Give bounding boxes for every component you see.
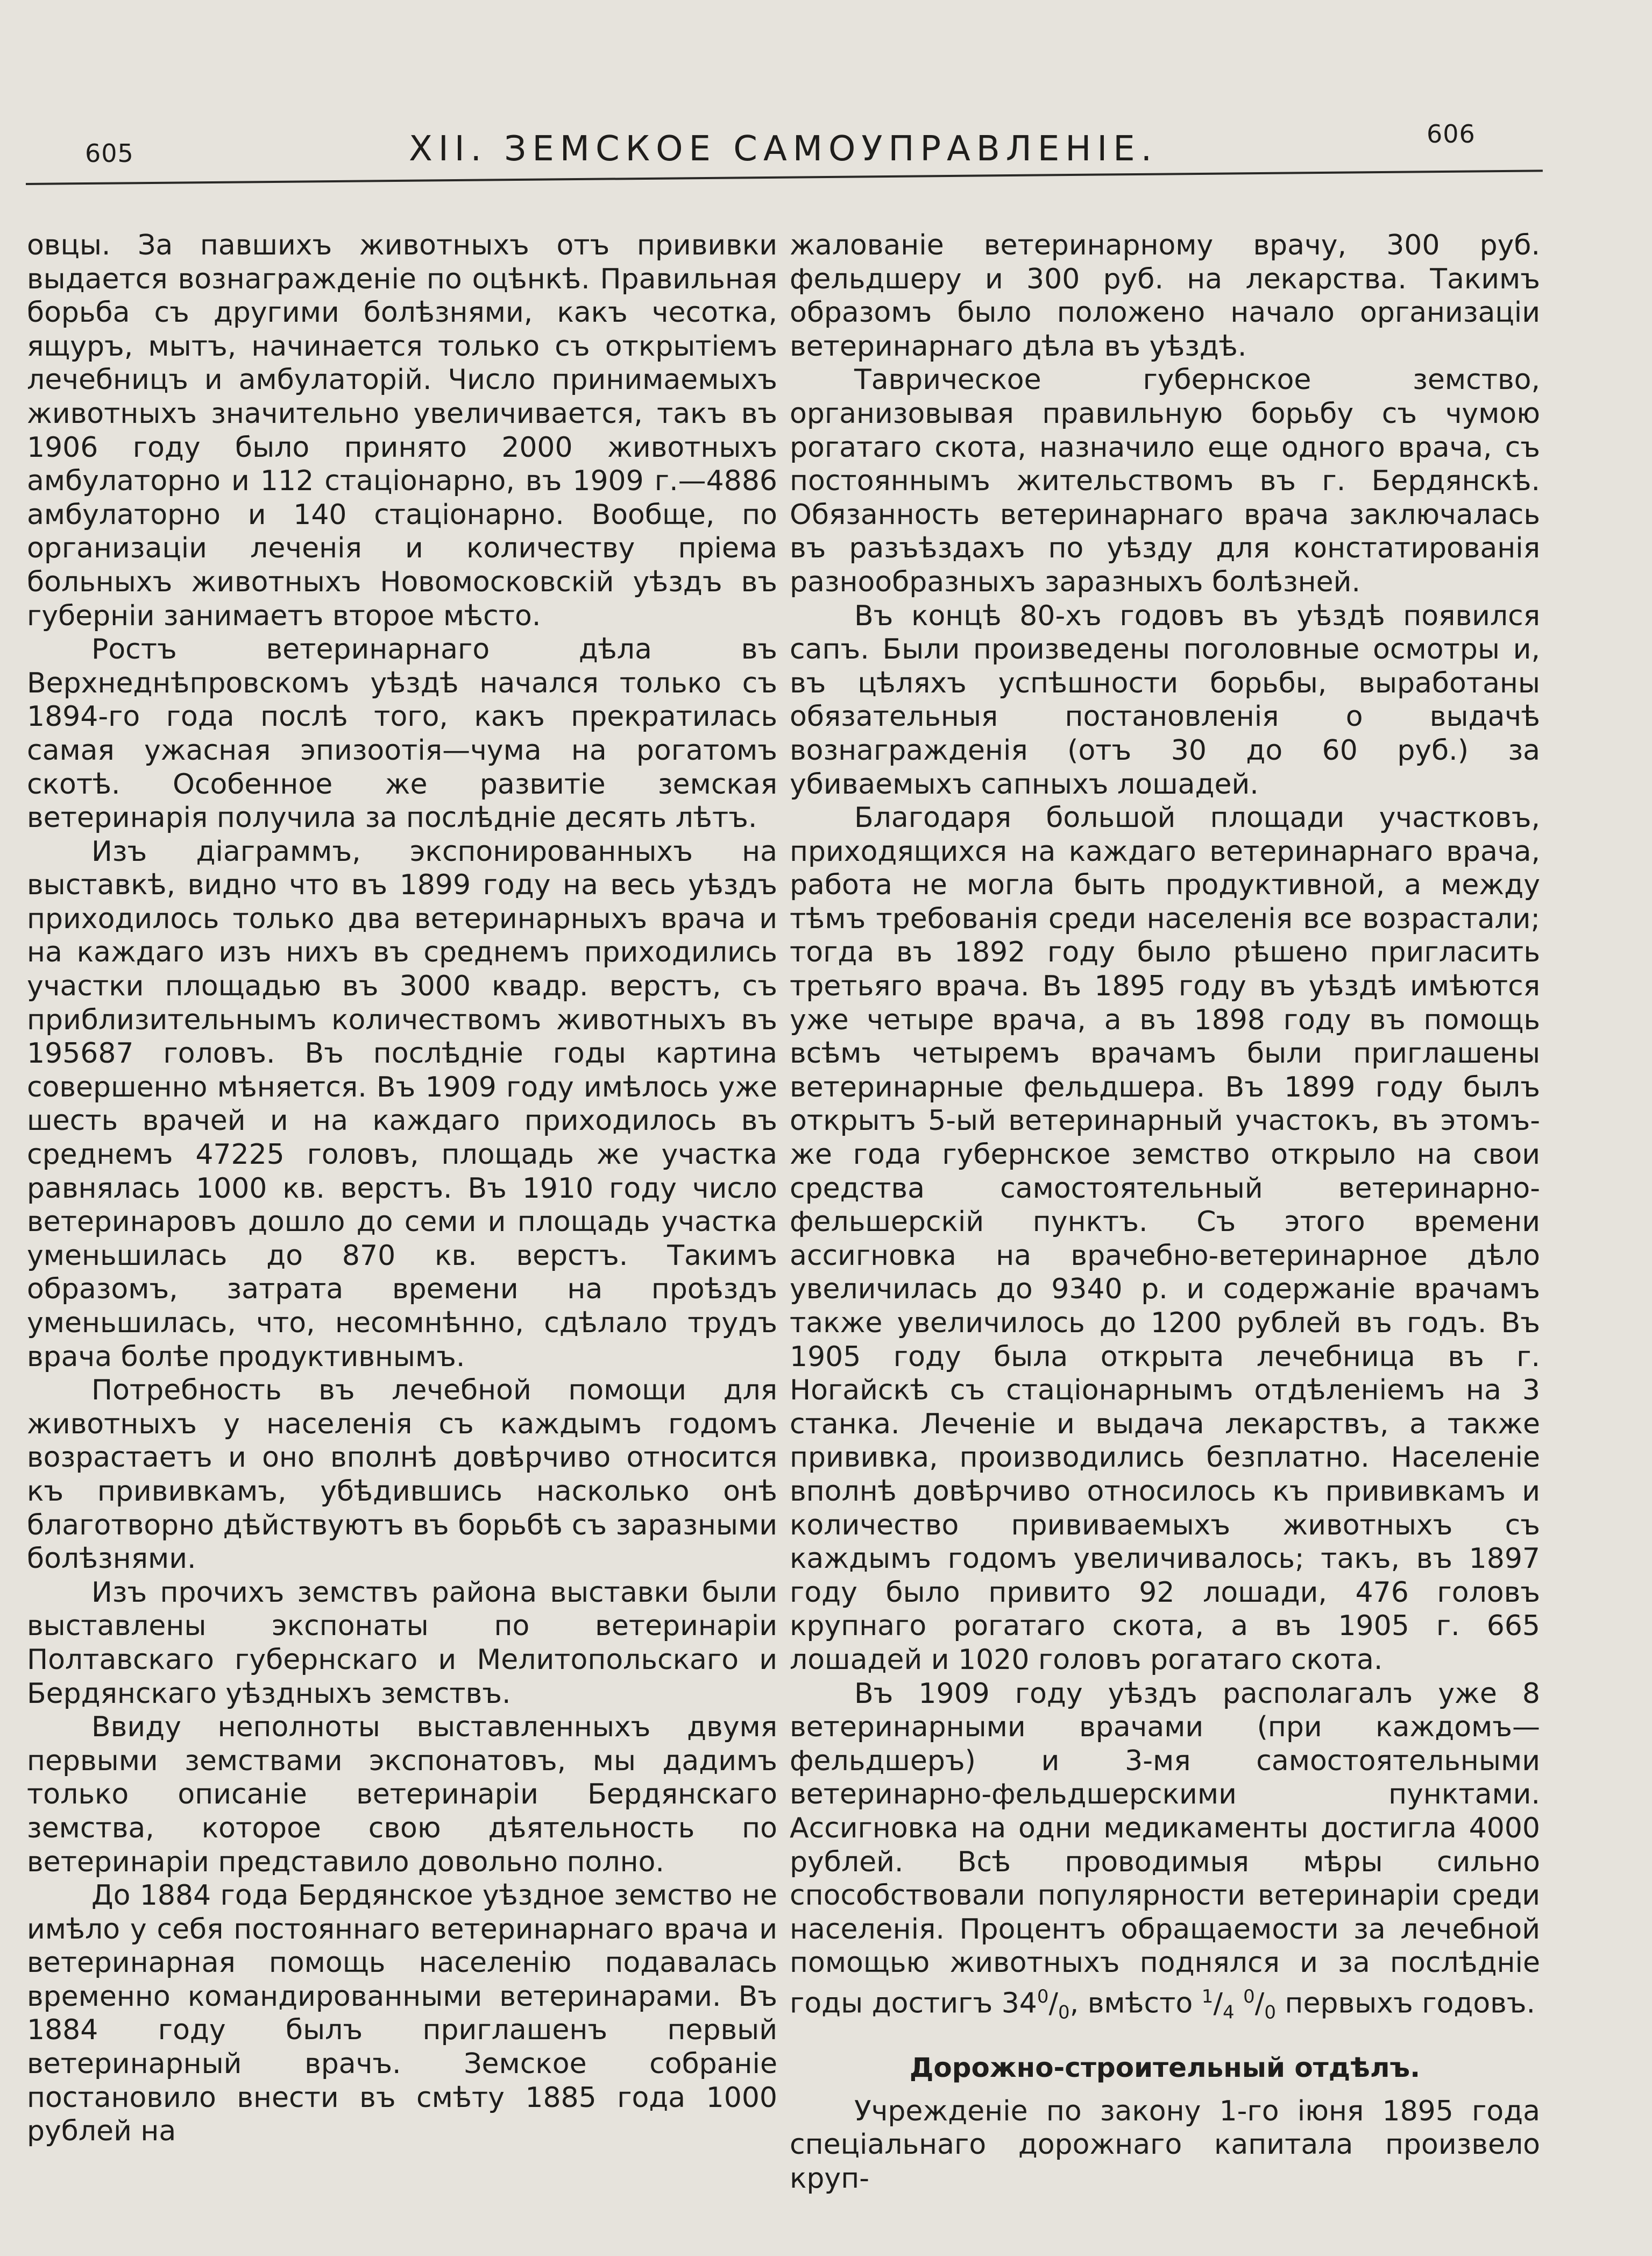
fraction-denominator: 4: [1222, 2002, 1235, 2024]
paragraph: Ростъ ветеринарнаго дѣла въ Верхнеднѣпровскомъ уѣздѣ начался только съ 1894-го года послѣ того, какъ прекратилась самая ужасная эпизоотія—чума на рогатомъ скотѣ. Особенное же развитіе земская ветеринарія получила за послѣдніе десять лѣтъ.: [27, 633, 777, 834]
header-rule: [26, 169, 1543, 185]
text-run: Въ 1909 году уѣздъ располагалъ уже 8 ветеринарными врачами (при каждомъ—фельдшеръ) и 3-мя самостоятельными ветеринарно-фельдшерскими пунктами. Ассигновка на одни медикаменты достигла 4000 рублей. Всѣ проводимыя мѣры сильно способствовали популярности ветеринаріи среди населенія. Процентъ обращаемости за лечебной помощью животныхъ поднялся и за послѣдніе годы достигъ 34: [790, 1677, 1540, 2020]
paragraph: До 1884 года Бердянское уѣздное земство не имѣло у себя постояннаго ветеринарнаго врача и ветеринарная помощь населенію подавалась временно командированными ветеринарами. Въ 1884 году былъ приглашенъ первый ветеринарный врачъ. Земское собраніе постановило внести въ смѣту 1885 года 1000 рублей на: [27, 1879, 777, 2148]
text-run: первыхъ годовъ.: [1275, 1987, 1536, 2020]
page-number-left: 605: [85, 139, 134, 168]
section-heading: Дорожно-строительный отдѣлъ.: [909, 2052, 1421, 2084]
paragraph: Учрежденіе по закону 1-го іюня 1895 года спеціальнаго дорожнаго капитала произвело круп-: [790, 2095, 1540, 2195]
paragraph: жалованіе ветеринарному врачу, 300 руб. фельдшеру и 300 руб. на лекарства. Такимъ образомъ было положено начало организаціи ветеринарнаго дѣла въ уѣздѣ.: [790, 229, 1540, 363]
paragraph-1909: Въ 1909 году уѣздъ располагалъ уже 8 ветеринарными врачами (при каждомъ—фельдшеръ) и 3-мя самостоятельными ветеринарно-фельдшерскими пунктами. Ассигновка на одни медикаменты достигла 4000 рублей. Всѣ проводимыя мѣры сильно способствовали популярности ветеринаріи среди населенія. Процентъ обращаемости за лечебной помощью животныхъ поднялся и за послѣдніе годы достигъ $34^0/_0$, вмѣсто $^1/_4$ $^0/_0$ первыхъ годовъ.: [790, 1677, 1540, 2024]
text-run: , вмѣсто: [1069, 1987, 1202, 2020]
paragraph: Ввиду неполноты выставленныхъ двумя первыми земствами экспонатовъ, мы дадимъ только описаніе ветеринаріи Бердянскаго земства, которое свою дѣятельность по ветеринаріи представило довольно полно.: [27, 1711, 777, 1878]
right-column: [790, 229, 1540, 2196]
paragraph: овцы. За павшихъ животныхъ отъ прививки выдается вознагражденіе по оцѣнкѣ. Правильная борьба съ другими болѣзнями, какъ чесотка, ящуръ, мытъ, начинается только съ открытіемъ лечебницъ и амбулаторій. Число принимаемыхъ животныхъ значительно увеличивается, такъ въ 1906 году было принято 2000 животныхъ амбулаторно и 112 стаціонарно, въ 1909 г.—4886 амбулаторно и 140 стаціонарно. Вообще, по организаціи леченія и количеству пріема больныхъ животныхъ Новомосковскій уѣздъ въ губерніи занимаетъ второе мѣсто.: [27, 229, 777, 632]
percent-sign-top: 0: [1037, 1985, 1049, 2007]
percent-sign-top: 0: [1243, 1985, 1255, 2007]
fraction-numerator: 1: [1201, 1985, 1214, 2007]
paragraph: Потребность въ лечебной помощи для животныхъ у населенія съ каждымъ годомъ возрастаетъ и оно вполнѣ довѣрчиво относится къ прививкамъ, убѣдившись насколько онѣ благотворно дѣйствуютъ въ борьбѣ съ заразными болѣзнями.: [27, 1374, 777, 1575]
paragraph: Благодаря большой площади участковъ, приходящихся на каждаго ветеринарнаго врача, работа не могла быть продуктивной, а между тѣмъ требованія среди населенія все возрастали; тогда въ 1892 году было рѣшено пригласить третьяго врача. Въ 1895 году въ уѣздѣ имѣются уже четыре врача, а въ 1898 году въ помощь всѣмъ четыремъ врачамъ были приглашены ветеринарные фельдшера. Въ 1899 году былъ открытъ 5-ый ветеринарный участокъ, въ этомъ-же года губернское земство открыло на свои средства самостоятельный ветеринарно-фельшерскій пунктъ. Съ этого времени ассигновка на врачебно-ветеринарное дѣло увеличилась до 9340 р. и содержаніе врачамъ также увеличилось до 1200 рублей въ годъ. Въ 1905 году была открыта лечебница въ г. Ногайскѣ съ стаціонарнымъ отдѣленіемъ на 3 станка. Леченіе и выдача лекарствъ, а также прививка, производились безплатно. Населеніе вполнѣ довѣрчиво относилось къ прививкамъ и количество прививаемыхъ животныхъ съ каждымъ годомъ увеличивалось; такъ, въ 1897 году было привито 92 лошади, 476 головъ крупнаго рогатаго скота, а въ 1905 г. 665 лошадей и 1020 головъ рогатаго скота.: [790, 802, 1540, 1676]
running-header: XII. ЗЕМСКОЕ САМОУПРАВЛЕНIЕ.: [409, 129, 1158, 169]
paragraph: Таврическое губернское земство, организовывая правильную борьбу съ чумою рогатаго скота, назначило еще одного врача, съ постояннымъ жительствомъ въ г. Бердянскѣ. Обязанность ветеринарнаго врача заключалась въ разъѣздахъ по уѣзду для констатированія разнообразныхъ заразныхъ болѣзней.: [790, 364, 1540, 598]
left-column: [27, 229, 777, 2148]
paragraph: Въ концѣ 80-хъ годовъ въ уѣздѣ появился сапъ. Были произведены поголовные осмотры и, въ цѣляхъ успѣшности борьбы, выработаны обязательныя постановленія о выдачѣ вознагражденія (отъ 30 до 60 руб.) за убиваемыхъ сапныхъ лошадей.: [790, 599, 1540, 801]
percent-sign-bottom: 0: [1264, 2002, 1276, 2024]
paragraph: Изъ прочихъ земствъ района выставки были выставлены экспонаты по ветеринаріи Полтавскаго губернскаго и Мелитопольскаго и Бердянскаго уѣздныхъ земствъ.: [27, 1576, 777, 1710]
paragraph: Изъ діаграммъ, экспонированныхъ на выставкѣ, видно что въ 1899 году на весь уѣздъ приходилось только два ветеринарныхъ врача и на каждаго изъ нихъ въ среднемъ приходились участки площадью въ 3000 квадр. верстъ, съ приблизительнымъ количествомъ животныхъ въ 195687 головъ. Въ послѣдніе годы картина совершенно мѣняется. Въ 1909 году имѣлось уже шесть врачей и на каждаго приходилось въ среднемъ 47225 головъ, площадь же участка равнялась 1000 кв. верстъ. Въ 1910 году число ветеринаровъ дошло до семи и площадь участка уменьшилась до 870 кв. верстъ. Такимъ образомъ, затрата времени на проѣздъ уменьшилась, что, несомнѣнно, сдѣлало трудъ врача болѣе продуктивнымъ.: [27, 835, 777, 1373]
page-number-right: 606: [1427, 119, 1476, 148]
percent-sign-bottom: 0: [1058, 2002, 1070, 2024]
